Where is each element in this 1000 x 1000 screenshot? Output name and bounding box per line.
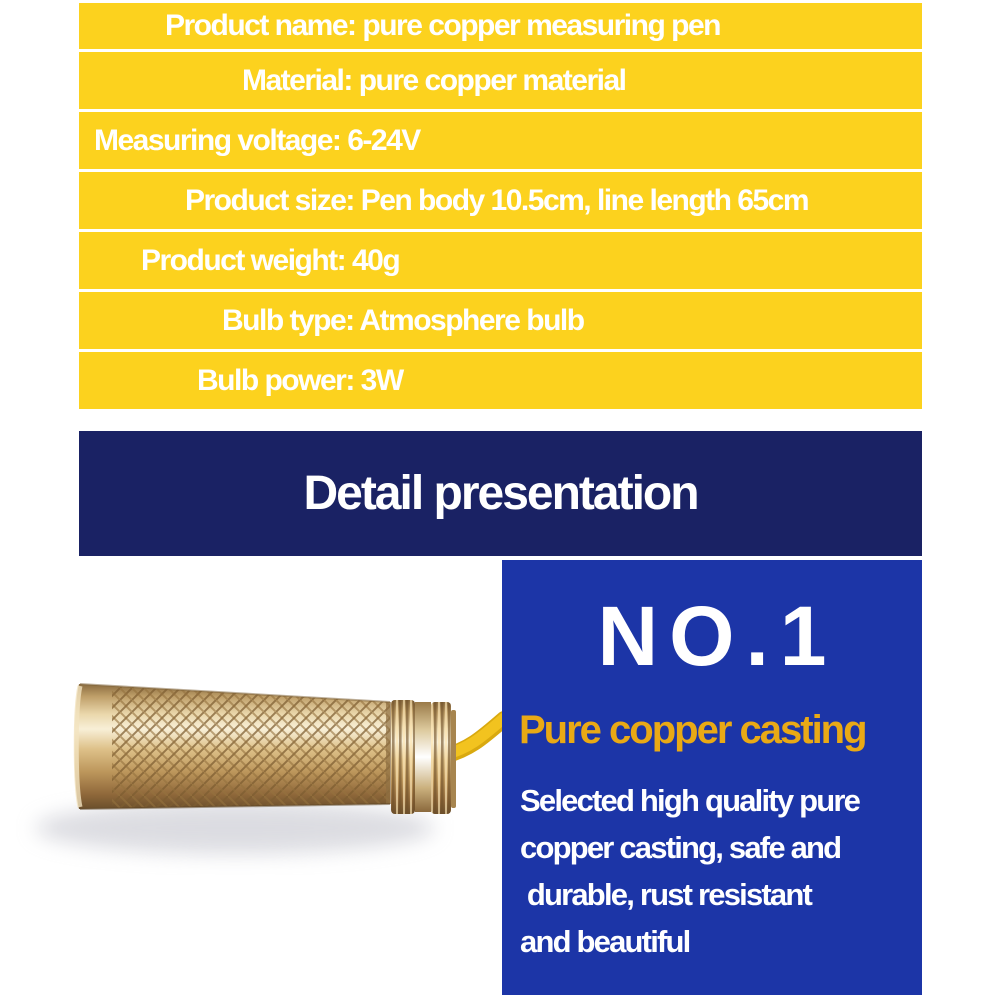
spec-table: [79, 3, 922, 409]
pen-body: [75, 684, 457, 814]
feature-description-line: durable, rust resistant: [520, 877, 812, 912]
pen-shadow: [35, 802, 435, 854]
spec-row-label: Bulb power: 3W: [197, 363, 403, 397]
spec-row-bulb-power: [79, 352, 922, 409]
rank-number: NO.1: [597, 589, 838, 683]
spec-row-label: Measuring voltage: 6-24V: [94, 123, 420, 157]
spec-row-size: [79, 172, 922, 229]
feature-description-line: Selected high quality pure: [520, 783, 860, 818]
product-photo: [0, 556, 510, 996]
spec-row-material: [79, 52, 922, 109]
spec-row-label: Product size: Pen body 10.5cm, line length 65cm: [185, 183, 809, 217]
spec-row-label: Bulb type: Atmosphere bulb: [222, 303, 584, 337]
spec-row-label: Product weight: 40g: [141, 243, 400, 277]
spec-row-voltage: [79, 112, 922, 169]
feature-description-line: copper casting, safe and: [520, 830, 841, 865]
feature-description-line: and beautiful: [520, 924, 690, 959]
feature-panel: [502, 560, 922, 995]
detail-presentation-banner: [79, 431, 922, 556]
spec-row-weight: [79, 232, 922, 289]
pen-knurl: [112, 686, 390, 808]
spec-row-label: Product name: pure copper measuring pen: [165, 9, 720, 42]
spec-row-label: Material: pure copper material: [242, 63, 626, 97]
feature-heading: Pure copper casting: [519, 708, 866, 752]
banner-title: Detail presentation: [303, 467, 698, 520]
spec-row-bulb-type: [79, 292, 922, 349]
spec-row-product-name: [79, 3, 922, 49]
pen-photo-illustration: [0, 556, 510, 996]
feature-description: [520, 777, 922, 965]
